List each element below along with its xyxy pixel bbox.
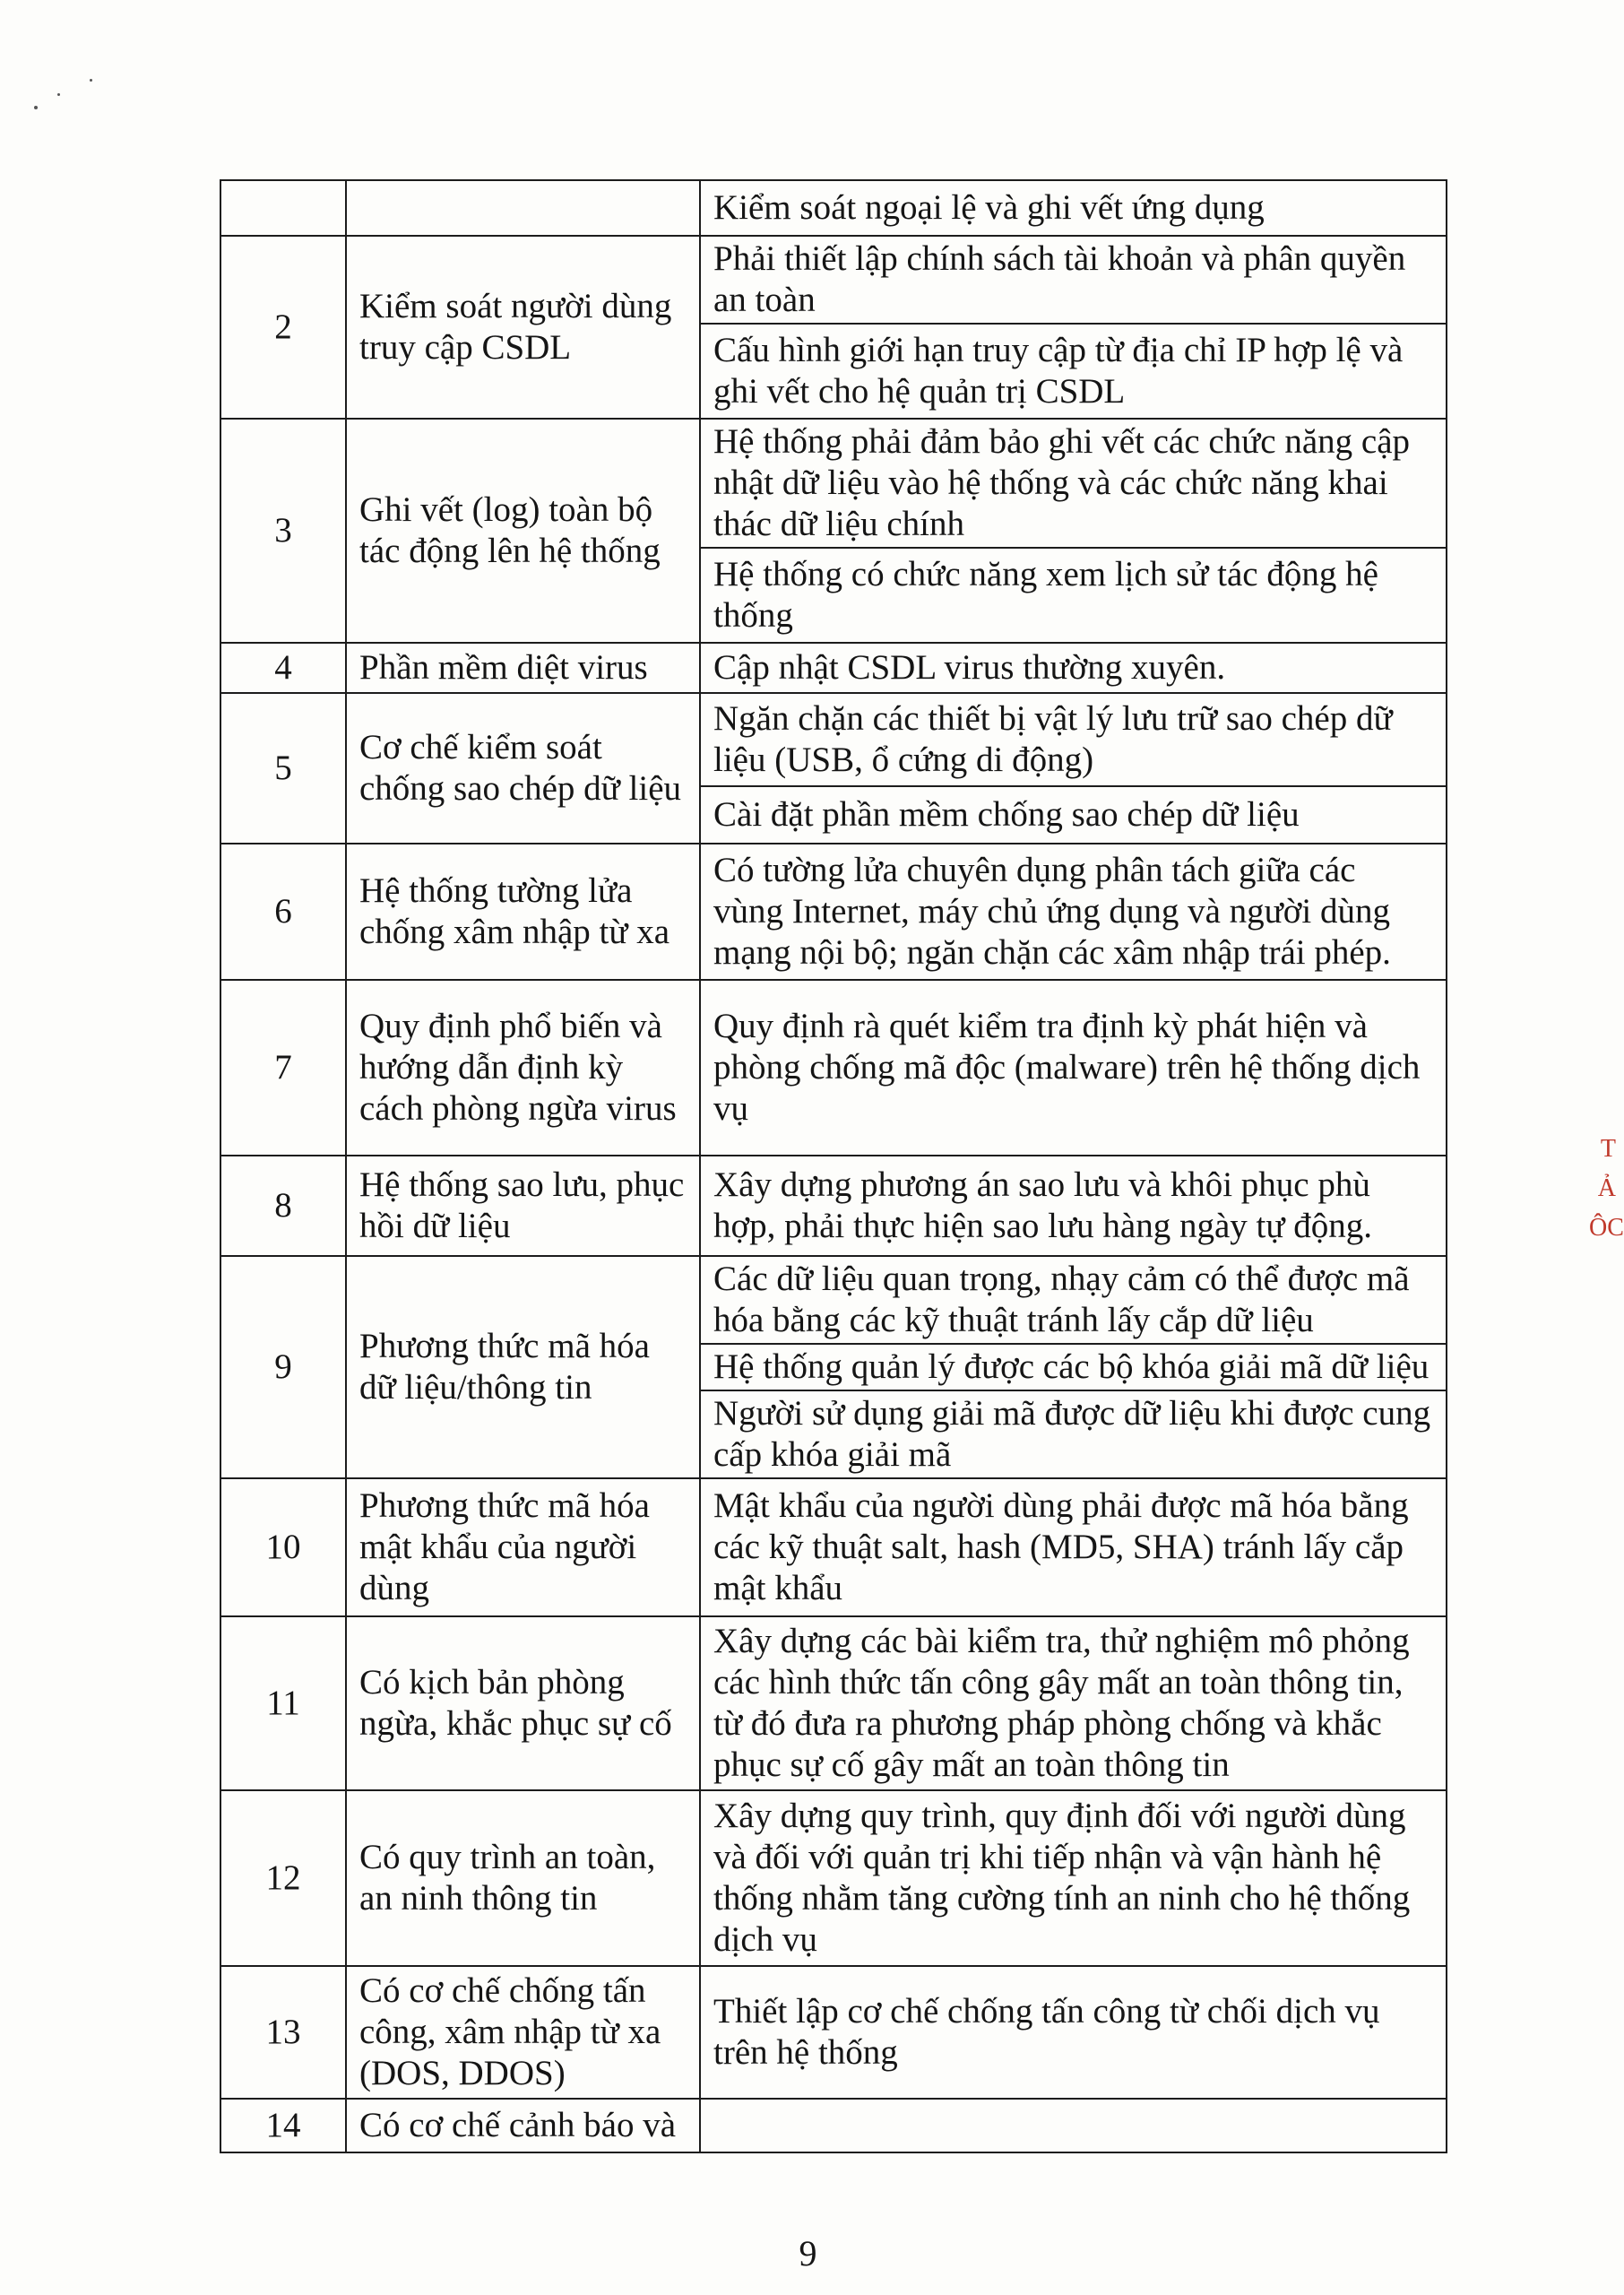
table-row bbox=[220, 1790, 1447, 1966]
requirement-text: Các dữ liệu quan trọng, nhạy cảm có thể được mã hóa bằng các kỹ thuật tránh lấy cắp dữ liệu bbox=[700, 1256, 1447, 1344]
table-row bbox=[220, 2099, 1447, 2152]
row-number: 6 bbox=[220, 844, 346, 980]
requirement-text: Có tường lửa chuyên dụng phân tách giữa các vùng Internet, máy chủ ứng dụng và người dùng mạng nội bộ; ngăn chặn các xâm nhập trái phép. bbox=[700, 844, 1447, 980]
requirement-text: Hệ thống phải đảm bảo ghi vết các chức năng cập nhật dữ liệu vào hệ thống và các chức năng khai thác dữ liệu chính bbox=[700, 419, 1447, 548]
item-name: Kiểm soát người dùng truy cập CSDL bbox=[346, 236, 700, 419]
item-name: Hệ thống tường lửa chống xâm nhập từ xa bbox=[346, 844, 700, 980]
row-number: 11 bbox=[220, 1616, 346, 1790]
item-name: Phương thức mã hóa mật khẩu của người dùng bbox=[346, 1478, 700, 1616]
row-number bbox=[220, 180, 346, 236]
scan-speck bbox=[90, 79, 92, 82]
row-number: 2 bbox=[220, 236, 346, 419]
item-name: Hệ thống sao lưu, phục hồi dữ liệu bbox=[346, 1156, 700, 1256]
item-name: Có quy trình an toàn, an ninh thông tin bbox=[346, 1790, 700, 1966]
requirement-text: Xây dựng các bài kiểm tra, thử nghiệm mô phỏng các hình thức tấn công gây mất an toàn thông tin, từ đó đưa ra phương pháp phòng chống và khắc phục sự cố gây mất an toàn thông tin bbox=[700, 1616, 1447, 1790]
row-number: 9 bbox=[220, 1256, 346, 1478]
row-number: 8 bbox=[220, 1156, 346, 1256]
item-name: Phần mềm diệt virus bbox=[346, 643, 700, 693]
item-name: Quy định phổ biến và hướng dẫn định kỳ cách phòng ngừa virus bbox=[346, 980, 700, 1156]
requirement-text: Người sử dụng giải mã được dữ liệu khi được cung cấp khóa giải mã bbox=[700, 1390, 1447, 1478]
requirement-text: Xây dựng phương án sao lưu và khôi phục phù hợp, phải thực hiện sao lưu hàng ngày tự động. bbox=[700, 1156, 1447, 1256]
item-name: Cơ chế kiểm soát chống sao chép dữ liệu bbox=[346, 693, 700, 844]
requirement-text: Cấu hình giới hạn truy cập từ địa chỉ IP hợp lệ và ghi vết cho hệ quản trị CSDL bbox=[700, 324, 1447, 419]
item-name: Phương thức mã hóa dữ liệu/thông tin bbox=[346, 1256, 700, 1478]
item-name: Có kịch bản phòng ngừa, khắc phục sự cố bbox=[346, 1616, 700, 1790]
requirement-text bbox=[700, 2099, 1447, 2152]
scan-speck bbox=[34, 106, 38, 109]
table-row bbox=[220, 980, 1447, 1156]
item-name: Ghi vết (log) toàn bộ tác động lên hệ thống bbox=[346, 419, 700, 643]
requirement-text: Hệ thống quản lý được các bộ khóa giải mã dữ liệu bbox=[700, 1344, 1447, 1390]
table-row bbox=[220, 180, 1447, 236]
row-number: 12 bbox=[220, 1790, 346, 1966]
security-requirements-table bbox=[220, 179, 1447, 2153]
red-stamp-fragment: T Ả ÔC bbox=[1589, 1135, 1624, 1242]
page-number: 9 bbox=[799, 2233, 817, 2273]
table-row bbox=[220, 643, 1447, 693]
table-row bbox=[220, 1966, 1447, 2099]
requirement-text: Thiết lập cơ chế chống tấn công từ chối dịch vụ trên hệ thống bbox=[700, 1966, 1447, 2099]
row-number: 7 bbox=[220, 980, 346, 1156]
table-row bbox=[220, 1256, 1447, 1344]
requirement-text: Mật khẩu của người dùng phải được mã hóa bằng các kỹ thuật salt, hash (MD5, SHA) tránh lấy cắp mật khẩu bbox=[700, 1478, 1447, 1616]
requirement-text: Quy định rà quét kiểm tra định kỳ phát hiện và phòng chống mã độc (malware) trên hệ thống dịch vụ bbox=[700, 980, 1447, 1156]
table-row bbox=[220, 1156, 1447, 1256]
requirement-text: Kiểm soát ngoại lệ và ghi vết ứng dụng bbox=[700, 180, 1447, 236]
requirement-text: Hệ thống có chức năng xem lịch sử tác động hệ thống bbox=[700, 548, 1447, 643]
table-body bbox=[220, 180, 1447, 2152]
requirement-text: Phải thiết lập chính sách tài khoản và phân quyền an toàn bbox=[700, 236, 1447, 324]
requirement-text: Ngăn chặn các thiết bị vật lý lưu trữ sao chép dữ liệu (USB, ổ cứng di động) bbox=[700, 693, 1447, 786]
requirement-text: Cài đặt phần mềm chống sao chép dữ liệu bbox=[700, 786, 1447, 844]
table-row bbox=[220, 693, 1447, 786]
requirement-text: Cập nhật CSDL virus thường xuyên. bbox=[700, 643, 1447, 693]
table-row bbox=[220, 1478, 1447, 1616]
row-number: 10 bbox=[220, 1478, 346, 1616]
row-number: 4 bbox=[220, 643, 346, 693]
row-number: 14 bbox=[220, 2099, 346, 2152]
table-row bbox=[220, 419, 1447, 548]
item-name bbox=[346, 180, 700, 236]
scan-speck bbox=[57, 93, 60, 96]
item-name: Có cơ chế chống tấn công, xâm nhập từ xa (DOS, DDOS) bbox=[346, 1966, 700, 2099]
table-row bbox=[220, 844, 1447, 980]
requirement-text: Xây dựng quy trình, quy định đối với người dùng và đối với quản trị khi tiếp nhận và vận hành hệ thống nhằm tăng cường tính an ninh cho hệ thống dịch vụ bbox=[700, 1790, 1447, 1966]
item-name: Có cơ chế cảnh báo và bbox=[346, 2099, 700, 2152]
table-row bbox=[220, 1616, 1447, 1790]
table-row bbox=[220, 236, 1447, 324]
row-number: 5 bbox=[220, 693, 346, 844]
row-number: 13 bbox=[220, 1966, 346, 2099]
row-number: 3 bbox=[220, 419, 346, 643]
